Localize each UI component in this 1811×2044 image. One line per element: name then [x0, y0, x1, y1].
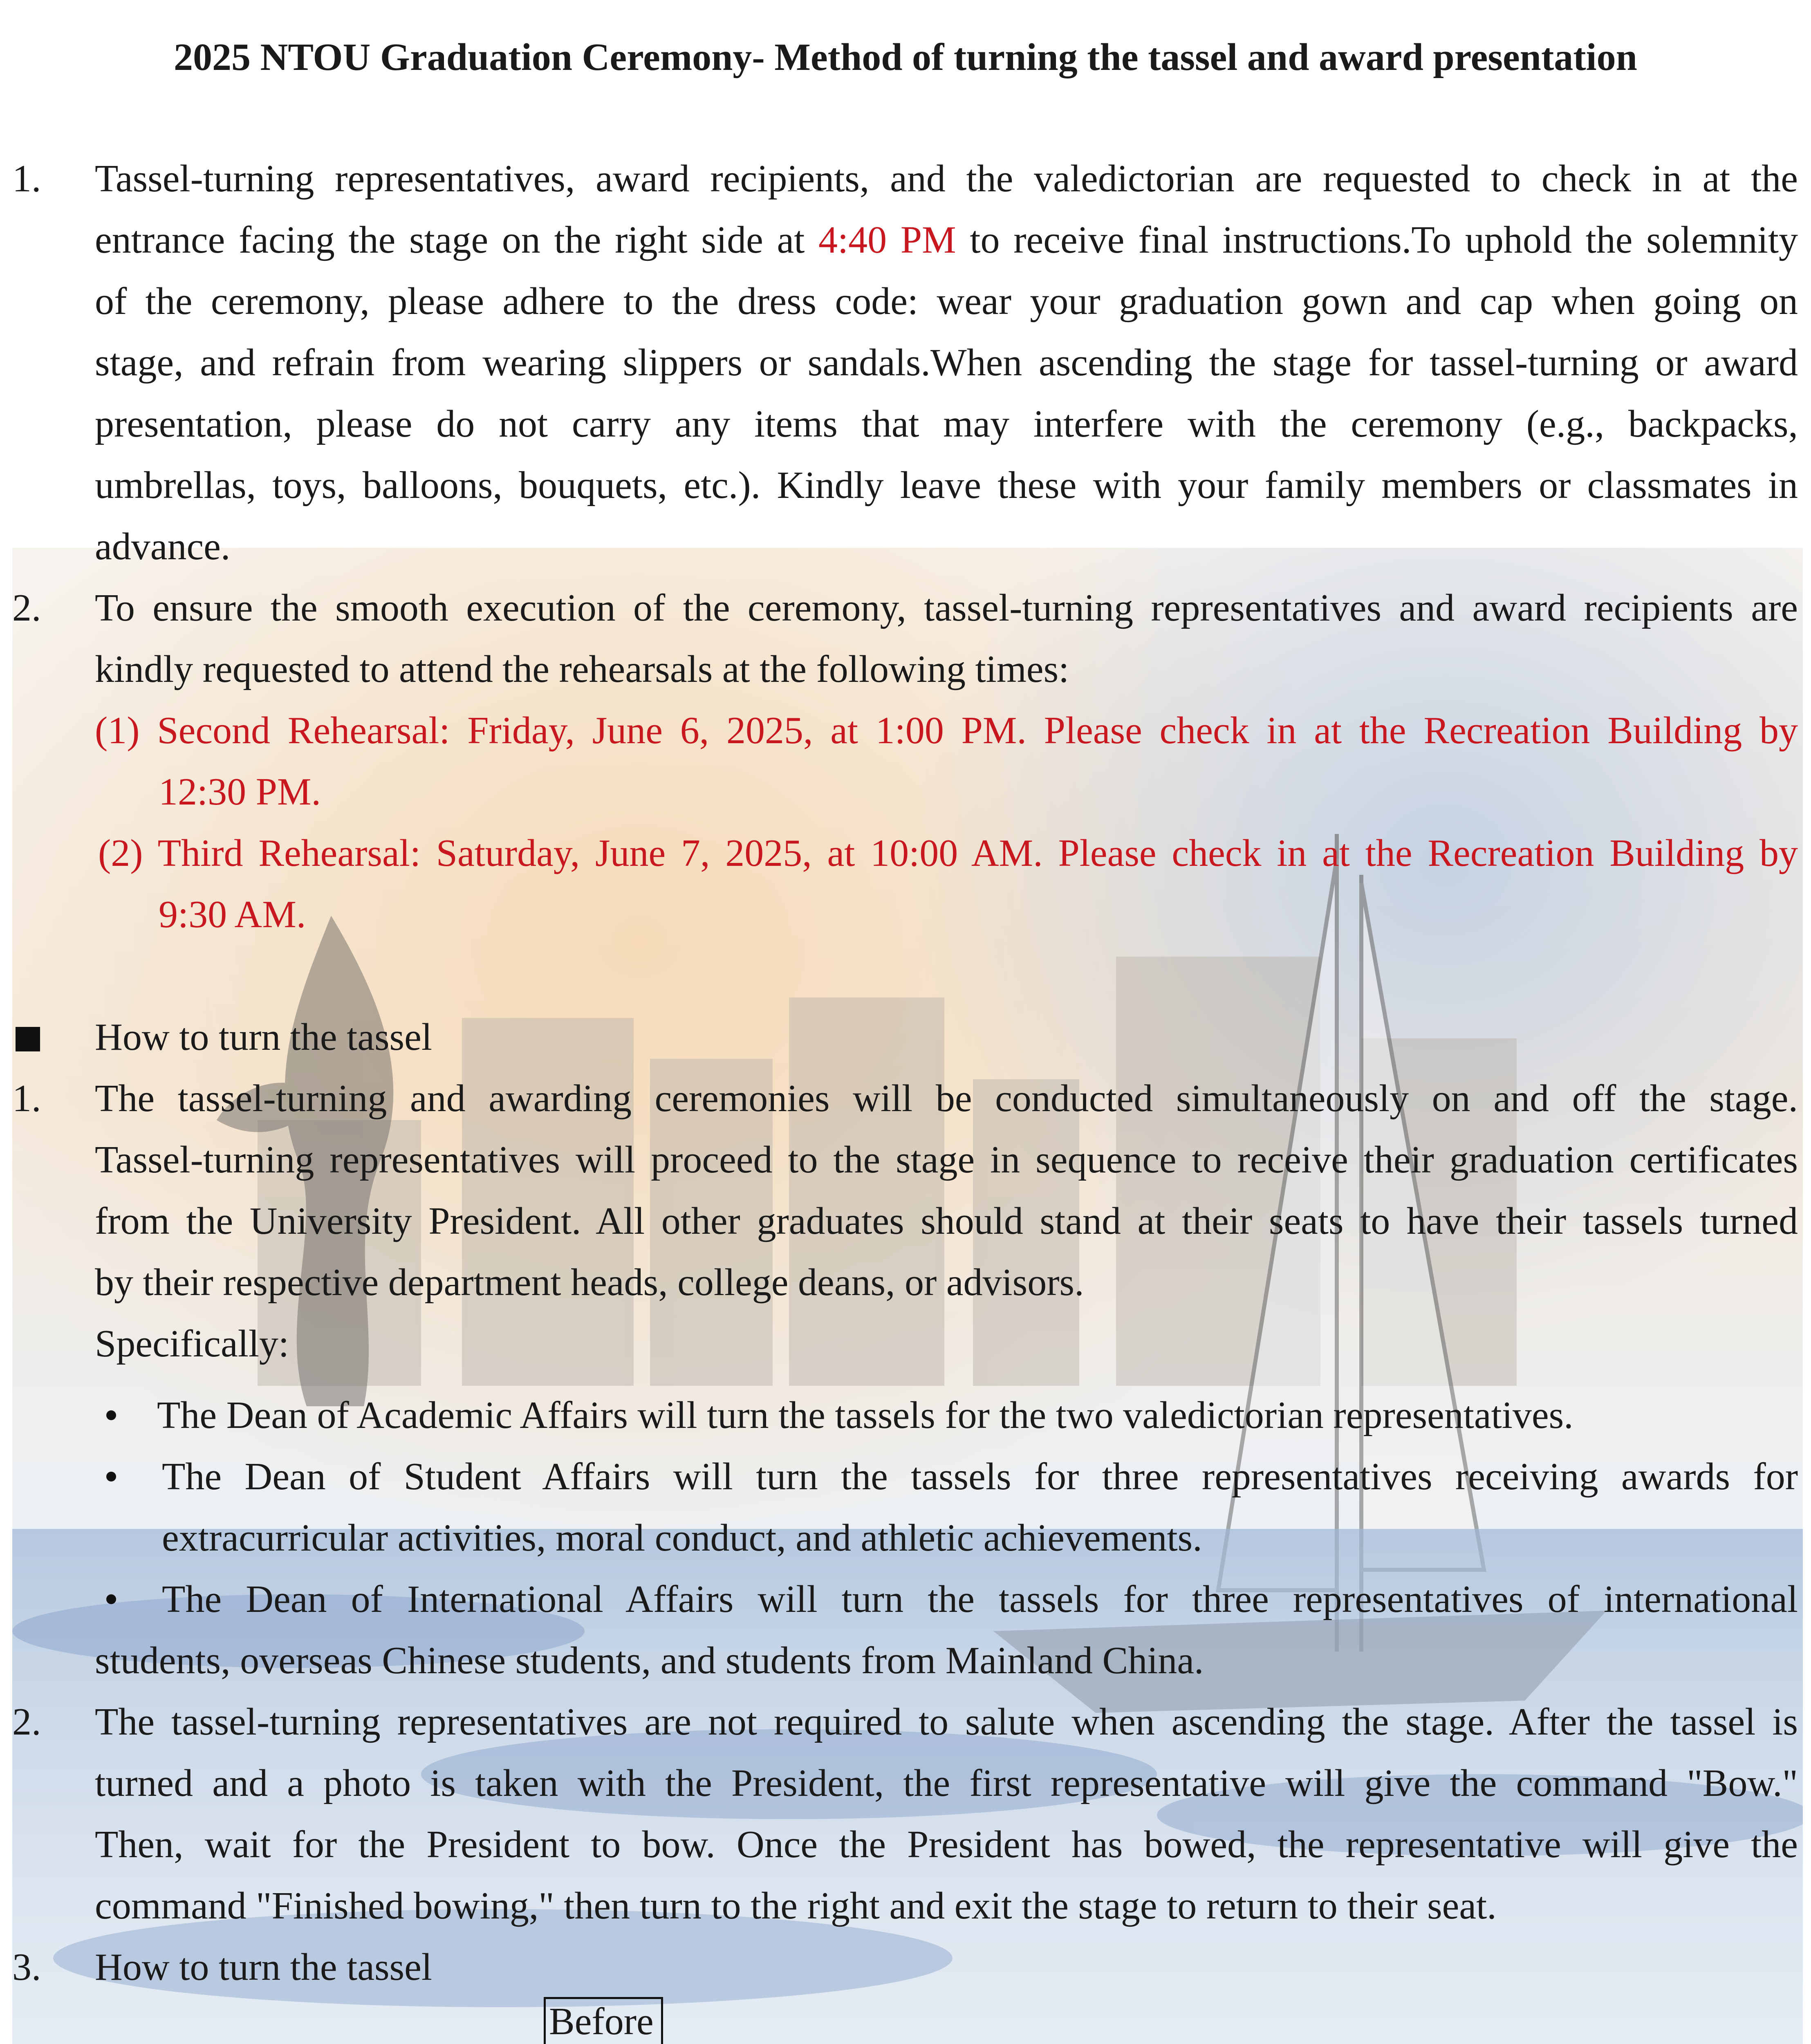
text-line: presentation, please do not carry any items that may interfere with the ceremony (e.g., backpacks, [95, 403, 1798, 445]
item-number: 3. [12, 1946, 41, 1988]
bullet-dot-icon [106, 1410, 116, 1420]
text-line: Tassel-turning representatives will proceed to the stage in sequence to receive their graduation certificates [95, 1139, 1798, 1181]
bow-procedure-paragraph [95, 1691, 1798, 1936]
text-line: Tassel-turning representatives, award recipients, and the valedictorian are requested to check in at the [95, 157, 1798, 200]
third-rehearsal: (2) Third Rehearsal: Saturday, June 7, 2025, at 10:00 AM. Please check in at the Recreation Building by [98, 832, 1798, 874]
checkin-instructions-paragraph [95, 148, 1798, 577]
second-rehearsal: (1) Second Rehearsal: Friday, June 6, 2025, at 1:00 PM. Please check in at the Recreation Building by [95, 709, 1798, 752]
text-line: extracurricular activities, moral conduct, and athletic achievements. [162, 1517, 1202, 1559]
rehearsal-paragraph [95, 577, 1798, 700]
text-line: by their respective department heads, college deans, or advisors. [95, 1261, 1084, 1304]
text-line: The Dean of International Affairs will turn the tassels for three representatives of international [162, 1578, 1798, 1620]
text-line: from the University President. All other graduates should stand at their seats to have their tassels turned [95, 1200, 1798, 1242]
academic-affairs-bullet: The Dean of Academic Affairs will turn the tassels for the two valedictorian representatives. [157, 1394, 1573, 1437]
text-line: stage, and refrain from wearing slippers or sandals.When ascending the stage for tassel-turning or award [95, 341, 1798, 384]
text-line: The tassel-turning representatives are not required to salute when ascending the stage. After the tassel is [95, 1701, 1798, 1743]
bullet-dot-icon [106, 1594, 116, 1604]
text-line: entrance facing the stage on the right side at 4:40 PM to receive final instructions.To uphold the solemnity [95, 219, 1798, 261]
text-line: Then, wait for the President to bow. Once the President has bowed, the representative will give the [95, 1823, 1798, 1866]
specifically-label: Specifically: [95, 1322, 289, 1365]
before-label: Before [544, 1997, 663, 2044]
text-line: turned and a photo is taken with the President, the first representative will give the command "Bow." [95, 1762, 1798, 1804]
item-number: 1. [12, 1077, 41, 1120]
bullet-dot-icon [106, 1472, 116, 1481]
section-heading: How to turn the tassel [95, 1016, 432, 1058]
text-line: advance. [95, 525, 231, 568]
item-number: 2. [12, 587, 41, 629]
third-rehearsal-checkin: 9:30 AM. [159, 893, 306, 936]
document-title: 2025 NTOU Graduation Ceremony- Method of turning the tassel and award presentation [174, 36, 1637, 78]
tassel-ceremony-paragraph [95, 1068, 1798, 1374]
checkin-time: 4:40 PM [818, 219, 956, 261]
item-number: 1. [12, 157, 41, 200]
text-line: kindly requested to attend the rehearsals at the following times: [95, 648, 1069, 690]
text-line: umbrellas, toys, balloons, bouquets, etc.). Kindly leave these with your family members or classmates in [95, 464, 1798, 507]
black-square-icon [16, 1027, 40, 1051]
international-affairs-bullet [162, 1569, 1798, 1630]
text-line: The Dean of Student Affairs will turn the tassels for three representatives receiving awards for [162, 1455, 1798, 1498]
how-to-turn-heading: How to turn the tassel [95, 1946, 432, 1988]
text-line: The tassel-turning and awarding ceremonies will be conducted simultaneously on and off the stage. [95, 1077, 1798, 1120]
text-line: of the ceremony, please adhere to the dress code: wear your graduation gown and cap when going on [95, 280, 1798, 323]
student-affairs-bullet [162, 1446, 1798, 1569]
item-number: 2. [12, 1701, 41, 1743]
text-line: command "Finished bowing," then turn to the right and exit the stage to return to their seat. [95, 1885, 1497, 1927]
second-rehearsal-checkin: 12:30 PM. [159, 771, 321, 813]
international-affairs-bullet-cont: students, overseas Chinese students, and students from Mainland China. [95, 1639, 1204, 1682]
text-line: To ensure the smooth execution of the ceremony, tassel-turning representatives and award recipients are [95, 587, 1798, 629]
